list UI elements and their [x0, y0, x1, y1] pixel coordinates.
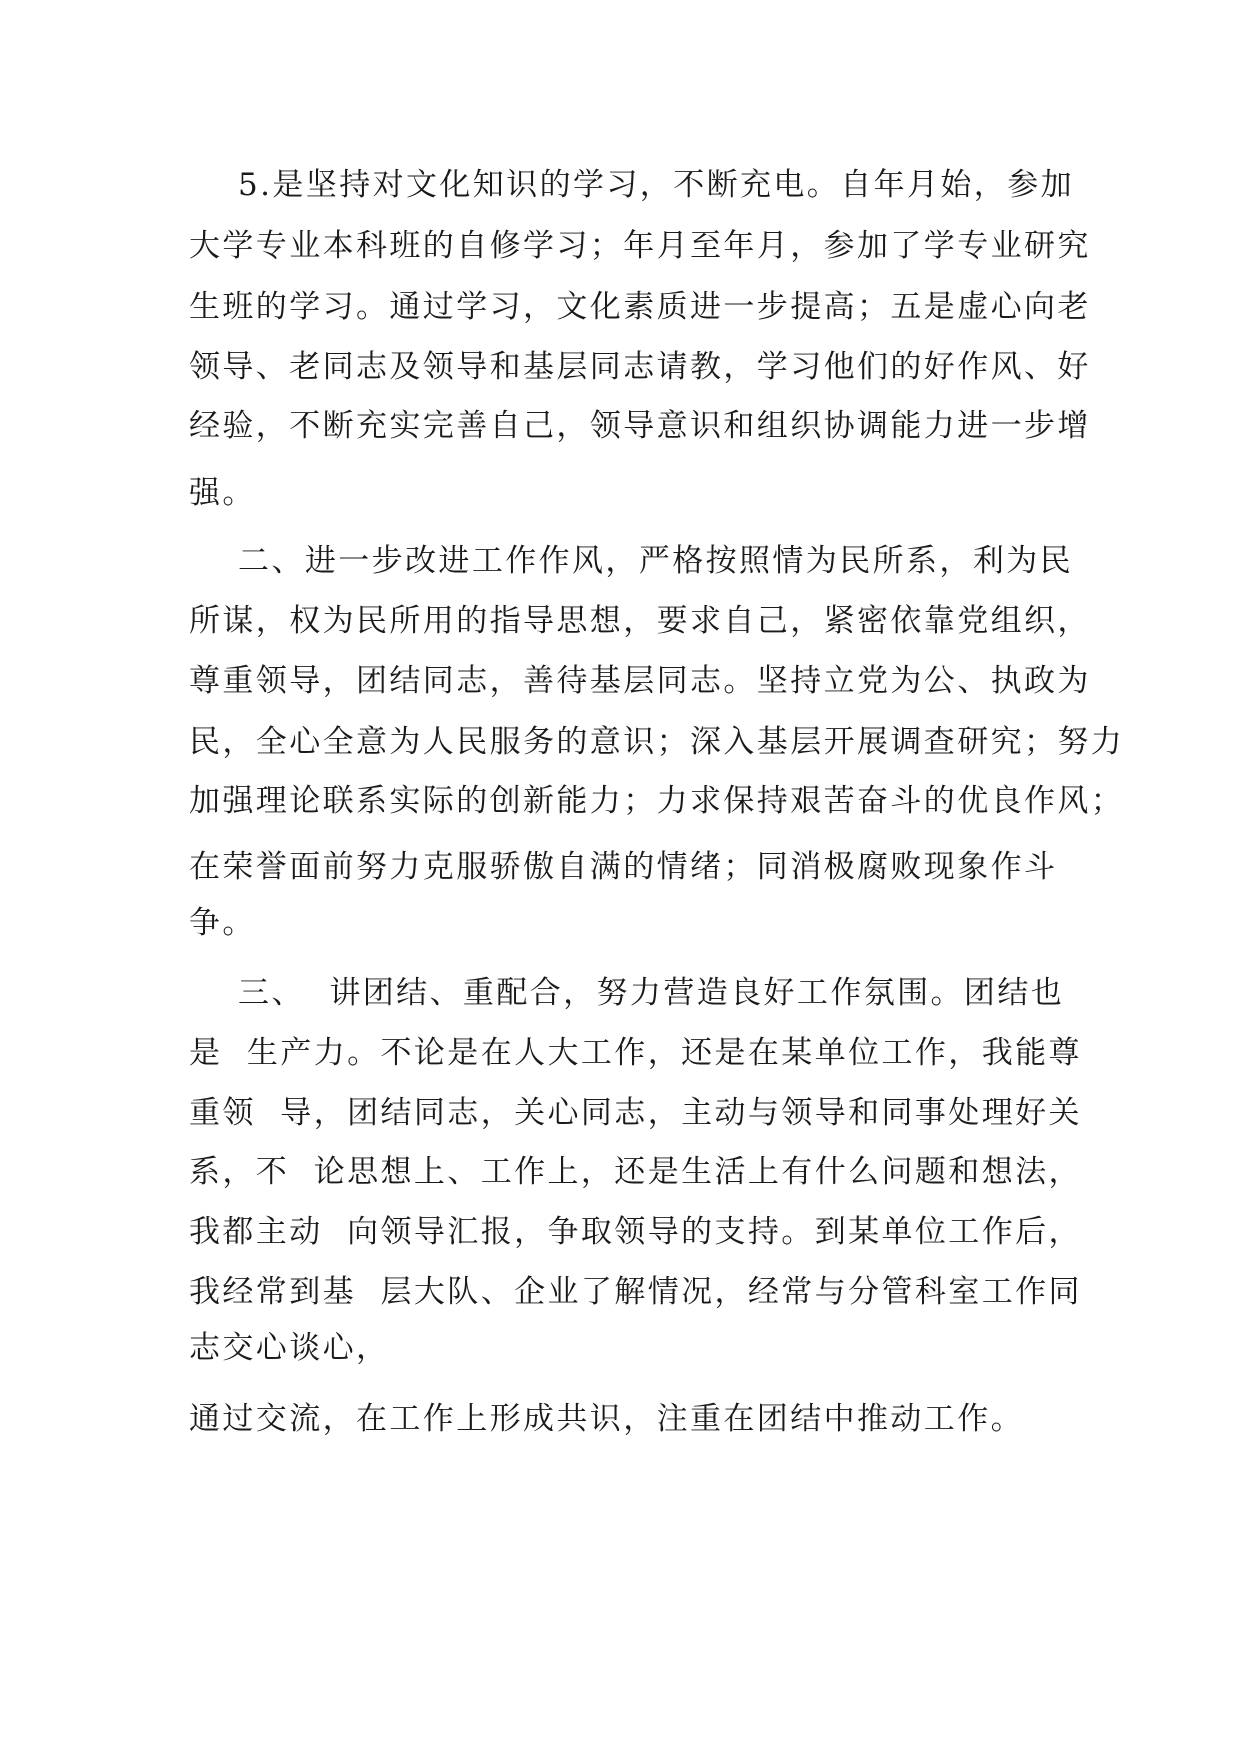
text-line-19: 我经常到基 层大队、企业了解情况，经常与分管科室工作同	[189, 1274, 1082, 1310]
text-line-8: 所谋，权为民所用的指导思想，要求自己，紧密依靠党组织，	[189, 603, 1091, 639]
text-line-6: 强。	[189, 475, 256, 511]
text-line-17: 系，不 论思想上、工作上，还是生活上有什么问题和想法，	[189, 1154, 1082, 1190]
text-line-7: 二、进一步改进工作作风，严格按照情为民所系，利为民	[189, 543, 1074, 579]
text-line-12: 在荣誉面前努力克服骄傲自满的情绪；同消极腐败现象作斗	[189, 849, 1058, 885]
text-line-18: 我都主动 向领导汇报，争取领导的支持。到某单位工作后，	[189, 1214, 1082, 1250]
text-line-13: 争。	[189, 905, 256, 941]
text-line-11: 加强理论联系实际的创新能力；力求保持艰苦奋斗的优良作风；	[189, 783, 1125, 819]
text-line-4: 领导、老同志及领导和基层同志请教，学习他们的好作风、好	[189, 349, 1091, 385]
text-line-2: 大学专业本科班的自修学习；年月至年月，参加了学专业研究	[189, 228, 1091, 264]
text-line-10: 民，全心全意为人民服务的意识；深入基层开展调查研究；努力	[189, 724, 1125, 760]
text-line-15: 是 生产力。不论是在人大工作，还是在某单位工作，我能尊	[189, 1035, 1082, 1071]
text-line-3: 生班的学习。通过学习，文化素质进一步提高；五是虚心向老	[189, 289, 1091, 325]
text-line-5: 经验，不断充实完善自己，领导意识和组织协调能力进一步增	[189, 408, 1091, 444]
text-line-20: 志交心谈心，	[189, 1330, 390, 1366]
text-line-9: 尊重领导，团结同志，善待基层同志。坚持立党为公、执政为	[189, 663, 1091, 699]
text-line-21: 通过交流，在工作上形成共识，注重在团结中推动工作。	[189, 1401, 1024, 1437]
text-line-1: 5.是坚持对文化知识的学习，不断充电。自年月始，参加	[189, 167, 1074, 203]
text-line-16: 重领 导，团结同志，关心同志，主动与领导和同事处理好关	[189, 1095, 1082, 1131]
text-line-14: 三、 讲团结、重配合，努力营造良好工作氛围。团结也	[189, 975, 1065, 1011]
